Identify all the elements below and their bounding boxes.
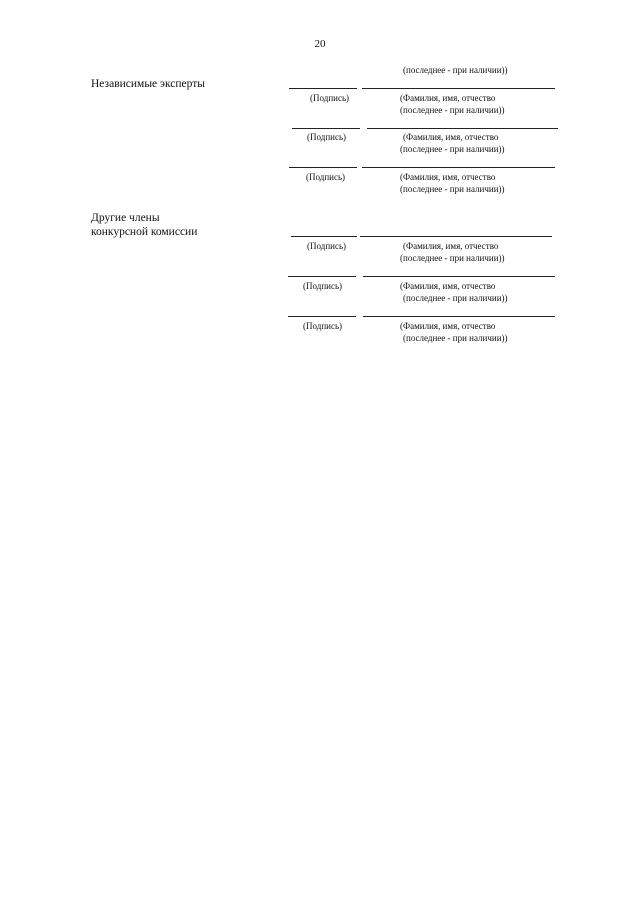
signature-caption: (Подпись) [307,241,347,251]
name-caption-line2: (последнее - при наличии)) [403,293,508,303]
name-caption-line2: (последнее - при наличии)) [400,105,505,115]
name-caption-line2: (последнее - при наличии)) [400,253,505,263]
name-caption-line2: (последнее - при наличии)) [403,333,508,343]
signature-caption: (Подпись) [307,132,347,142]
name-caption-line2: (последнее - при наличии)) [400,144,505,154]
name-caption-line1: (Фамилия, имя, отчество [400,281,496,291]
name-caption-line2: (последнее - при наличии)) [400,184,505,194]
signature-line [289,167,357,168]
signature-line [289,88,357,89]
name-line [362,88,555,89]
name-line [363,316,555,317]
signature-line [291,236,357,237]
name-line [363,276,555,277]
name-line [362,167,555,168]
name-caption-line1: (Фамилия, имя, отчество [400,321,496,331]
signature-line [288,316,356,317]
signature-line [292,128,360,129]
signature-caption: (Подпись) [306,172,346,182]
section-label-other-members-line1: Другие члены [91,212,160,224]
page-number: 20 [314,38,326,50]
name-line [360,236,552,237]
name-line [367,128,558,129]
name-caption-line1: (Фамилия, имя, отчество [400,172,496,182]
section-label-independent-experts: Независимые эксперты [91,78,205,90]
name-caption-line1: (Фамилия, имя, отчество [400,93,496,103]
name-hint-continuation: (последнее - при наличии)) [403,65,508,75]
section-label-other-members-line2: конкурсной комиссии [91,226,198,238]
name-caption-line1: (Фамилия, имя, отчество [403,241,499,251]
signature-caption: (Подпись) [310,93,350,103]
name-caption-line1: (Фамилия, имя, отчество [403,132,499,142]
signature-caption: (Подпись) [303,281,343,291]
signature-line [288,276,356,277]
signature-caption: (Подпись) [303,321,343,331]
